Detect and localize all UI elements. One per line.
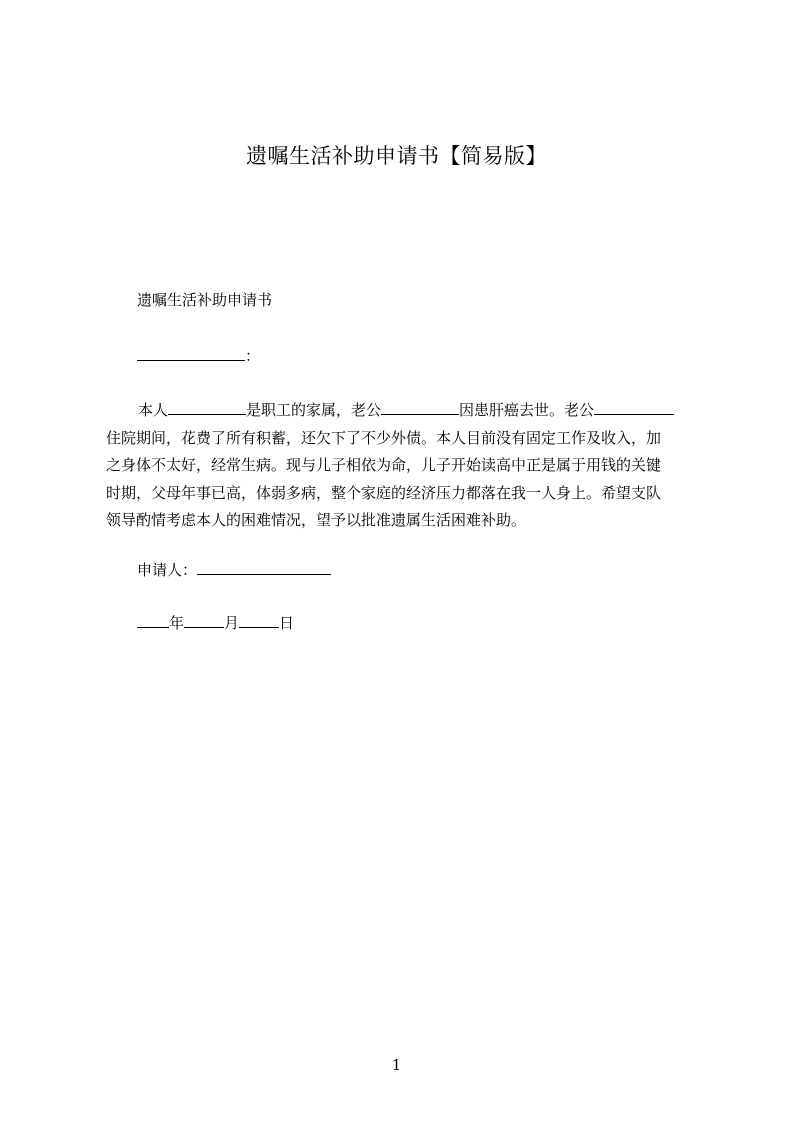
body-line-3: 之身体不太好，经常生病。现与儿子相依为命，儿子开始读高中正是属于用钱的关键 bbox=[106, 456, 662, 474]
day-label: 日 bbox=[279, 614, 295, 632]
applicant-signature-blank[interactable] bbox=[197, 558, 331, 575]
body-line-1 bbox=[106, 397, 702, 425]
salutation-line bbox=[137, 344, 260, 366]
month-blank[interactable] bbox=[184, 611, 224, 628]
body-text: 本人 bbox=[138, 401, 169, 419]
letter-heading: 遗嘱生活补助申请书 bbox=[137, 291, 273, 309]
letter-body bbox=[106, 397, 702, 535]
body-text: 因患肝癌去世。老公 bbox=[459, 401, 595, 419]
recipient-blank[interactable] bbox=[137, 344, 245, 361]
month-label: 月 bbox=[224, 614, 240, 632]
applicant-label: 申请人： bbox=[137, 561, 198, 579]
salutation-colon: ： bbox=[245, 347, 261, 365]
date-line bbox=[137, 611, 294, 633]
day-blank[interactable] bbox=[239, 611, 279, 628]
body-line-5: 领导酌情考虑本人的困难情况，望予以批准遗属生活困难补助。 bbox=[106, 511, 527, 529]
page-number: 1 bbox=[391, 1056, 402, 1074]
husband-name-blank[interactable] bbox=[381, 398, 459, 415]
applicant-name-blank[interactable] bbox=[168, 398, 246, 415]
body-line-4: 时期，父母年事已高，体弱多病，整个家庭的经济压力都落在我一人身上。希望支队 bbox=[106, 483, 662, 502]
body-line-2: 住院期间，花费了所有积蓄，还欠下了不少外债。本人目前没有固定工作及收入，加 bbox=[106, 428, 662, 447]
document-title: 遗嘱生活补助申请书【简易版】 bbox=[246, 144, 547, 168]
husband-name-blank-2[interactable] bbox=[594, 398, 674, 415]
body-text: 是职工的家属，老公 bbox=[246, 401, 382, 419]
year-label: 年 bbox=[169, 614, 185, 632]
applicant-signature-line bbox=[137, 558, 331, 580]
year-blank[interactable] bbox=[137, 611, 169, 628]
